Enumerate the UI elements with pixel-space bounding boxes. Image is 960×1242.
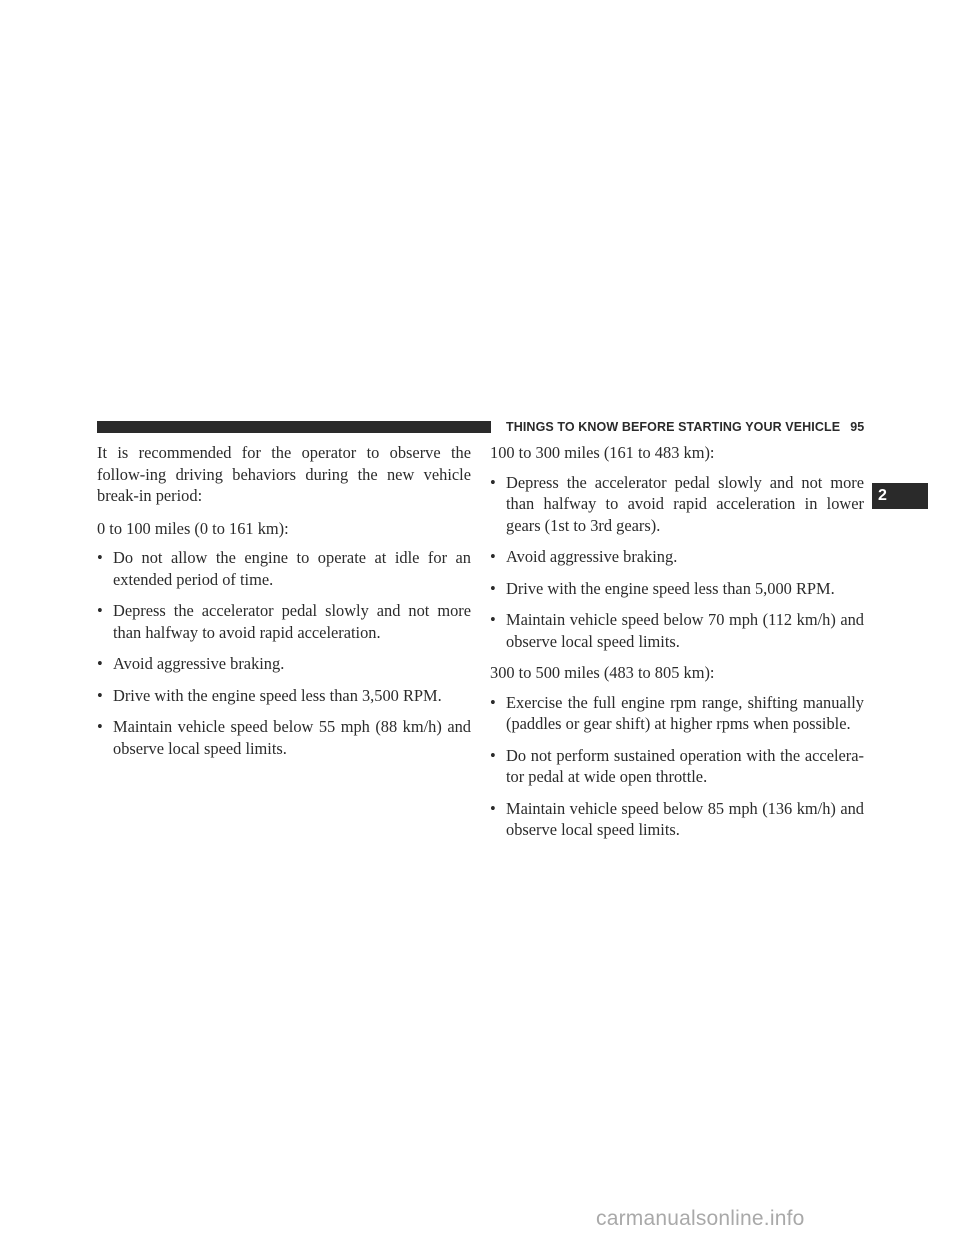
- list-item: • Maintain vehicle speed below 85 mph (136 km/h) and observe local speed limits.: [490, 798, 864, 839]
- bullet-list-300-500: [490, 692, 864, 841]
- bullet-icon: •: [490, 798, 496, 818]
- chapter-tab: 2: [872, 483, 928, 509]
- section-heading-0-100: 0 to 100 miles (0 to 161 km):: [97, 518, 289, 538]
- bullet-icon: •: [490, 472, 496, 492]
- running-header: [506, 417, 866, 437]
- list-item: • Drive with the engine speed less than 5,000 RPM.: [490, 578, 835, 598]
- left-column: [97, 442, 471, 769]
- list-item: • Maintain vehicle speed below 70 mph (112 km/h) and observe local speed limits.: [490, 610, 864, 651]
- list-item: • Exercise the full engine rpm range, shifting manually (paddles or gear shift) at higher rpms when possible.: [490, 692, 864, 733]
- section-heading-100-300: 100 to 300 miles (161 to 483 km):: [490, 443, 715, 462]
- list-item: • Do not perform sustained operation with the accelera-tor pedal at wide open throttle.: [490, 745, 864, 786]
- bullet-icon: •: [490, 692, 496, 712]
- bullet-list-100-300: [490, 472, 864, 653]
- bullet-icon: •: [97, 548, 103, 567]
- section-heading-300-500: 300 to 500 miles (483 to 805 km):: [490, 663, 715, 682]
- bullet-icon: •: [490, 547, 496, 566]
- intro-paragraph: It is recommended for the operator to observe the follow-ing driving behaviors during the new vehicle break-in period:: [97, 443, 471, 505]
- bullet-icon: •: [490, 610, 496, 629]
- bullet-icon: •: [490, 745, 496, 765]
- bullet-icon: •: [97, 685, 103, 705]
- list-item: • Depress the accelerator pedal slowly and not more than halfway to avoid rapid acceleration in lower gears (1st to 3rd gears).: [490, 472, 864, 535]
- list-item: • Maintain vehicle speed below 55 mph (88 km/h) and observe local speed limits.: [97, 717, 471, 758]
- bullet-icon: •: [490, 578, 496, 598]
- page-number: 95: [850, 420, 865, 434]
- list-item: • Depress the accelerator pedal slowly and not more than halfway to avoid rapid acceleration.: [97, 601, 471, 642]
- bullet-icon: •: [97, 601, 103, 620]
- list-item: • Drive with the engine speed less than 3,500 RPM.: [97, 685, 442, 705]
- list-item: • Avoid aggressive braking.: [490, 547, 678, 566]
- list-item: • Do not allow the engine to operate at idle for an extended period of time.: [97, 548, 471, 589]
- bullet-list-0-100: [97, 547, 471, 759]
- bullet-icon: •: [97, 654, 103, 673]
- header-title: THINGS TO KNOW BEFORE STARTING YOUR VEHICLE: [506, 420, 841, 434]
- list-item: • Avoid aggressive braking.: [97, 654, 285, 673]
- bullet-icon: •: [97, 717, 103, 736]
- right-column: [490, 442, 864, 841]
- watermark-text: carmanualsonline.info: [596, 1207, 805, 1230]
- header-rule: [97, 421, 491, 433]
